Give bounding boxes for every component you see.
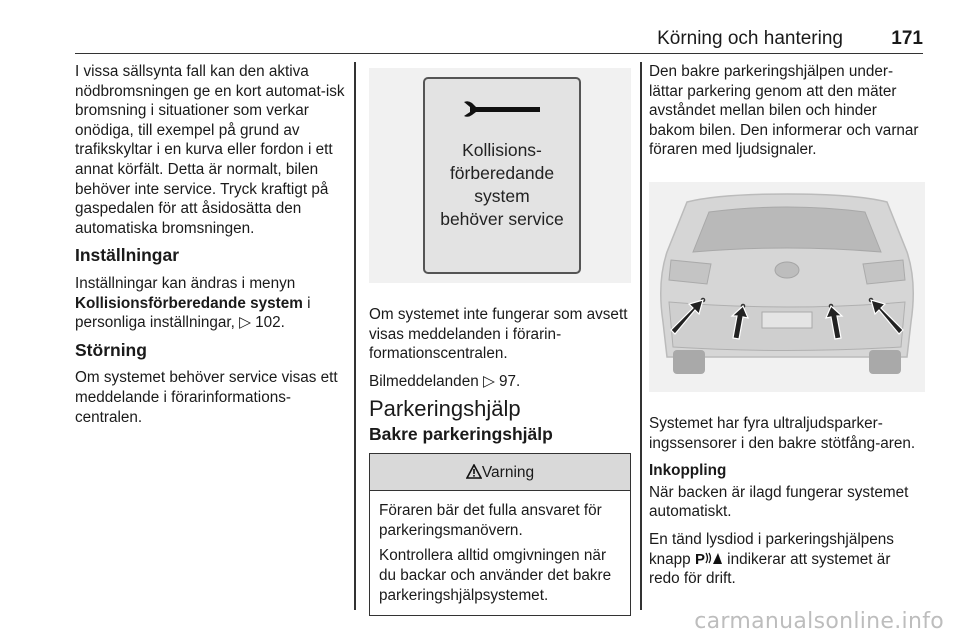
menu-name: Kollisionsförberedande system bbox=[75, 294, 303, 312]
heading-fault: Störning bbox=[75, 339, 147, 360]
aeb-note: I vissa sällsynta fall kan den aktiva nödbromsningen ge en kort automat-isk bromsning i situationer som verkar onödiga, till exempel på grund av trafikskyltar i en kurva eller fordon i ett annat körfält. Detta är normalt, bilen behöver inte service. Tryck kraftigt på gaspedalen för att åsidosätta den automatiska bromsningen. bbox=[75, 63, 345, 237]
parking-intro: Den bakre parkeringshjälpen under-lättar parkering genom att den mäter avståndet mellan bilen och hinder bakom bilen. Den informerar och varnar föraren med ljudsignaler. bbox=[649, 63, 919, 159]
column-left bbox=[75, 62, 345, 435]
page-ref-link[interactable]: 102. bbox=[255, 314, 285, 332]
heading-rear-parking-assist: Bakre parkeringshjälp bbox=[369, 423, 553, 444]
service-message-illustration bbox=[369, 68, 631, 283]
display-line: behöver service bbox=[440, 209, 564, 229]
warning-text: Föraren bär det fulla ansvaret för parkeringsmanövern. bbox=[379, 502, 602, 539]
warning-box bbox=[369, 453, 631, 617]
warning-title: Varning bbox=[370, 454, 630, 492]
heading-activation: Inkoppling bbox=[649, 462, 727, 480]
column-right bbox=[649, 62, 925, 597]
page-number: 171 bbox=[891, 28, 923, 49]
heading-settings: Inställningar bbox=[75, 245, 180, 266]
inop-text: Om systemet inte fungerar som avsett visas meddelanden i förarin-formationscentralen. bbox=[369, 306, 628, 363]
wrench-icon bbox=[462, 99, 542, 119]
page-ref-link[interactable]: 97. bbox=[498, 372, 521, 390]
vehicle-messages-ref: Bilmeddelanden ▷ 97. bbox=[369, 372, 521, 390]
warning-text: Kontrollera alltid omgivningen när du backar och använder det bakre parkeringshjälpsystemet. bbox=[379, 547, 612, 604]
activation-text: När backen är ilagd fungerar systemet automatiskt. bbox=[649, 483, 909, 521]
page-header bbox=[75, 26, 923, 54]
section-title: Körning och hantering bbox=[657, 28, 843, 49]
car-rear-illustration bbox=[649, 182, 925, 392]
column-middle bbox=[369, 62, 631, 616]
column-divider bbox=[640, 62, 642, 610]
settings-text: Inställningar kan ändras i menyn Kollisionsförberedande system i personliga inställningar, ▷ 102. bbox=[75, 274, 311, 332]
page-reference-icon: ▷ bbox=[239, 314, 251, 332]
column-divider bbox=[354, 62, 356, 610]
display-line: system bbox=[474, 186, 530, 206]
page-reference-icon: ▷ bbox=[482, 372, 495, 390]
fault-text: Om systemet behöver service visas ett meddelande i förarinformations-centralen. bbox=[75, 369, 338, 426]
display-line: Kollisions- bbox=[462, 140, 542, 160]
parking-assist-icon bbox=[695, 550, 723, 566]
sensor-text: Systemet har fyra ultraljudsparker-ingssensorer i den bakre stötfång-aren. bbox=[649, 414, 916, 452]
display-message bbox=[423, 77, 581, 274]
watermark: carmanualsonline.info bbox=[694, 609, 944, 634]
heading-parking-assist: Parkeringshjälp bbox=[369, 396, 521, 422]
svg-text:P: P bbox=[694, 550, 705, 566]
warning-body bbox=[370, 491, 630, 615]
warning-triangle-icon bbox=[466, 464, 482, 479]
display-line: förberedande bbox=[449, 163, 555, 183]
led-text: En tänd lysdiod i parkeringshjälpens knapp P indikerar att systemet är redo för drift. bbox=[649, 530, 894, 588]
car-rear-icon bbox=[649, 182, 925, 392]
